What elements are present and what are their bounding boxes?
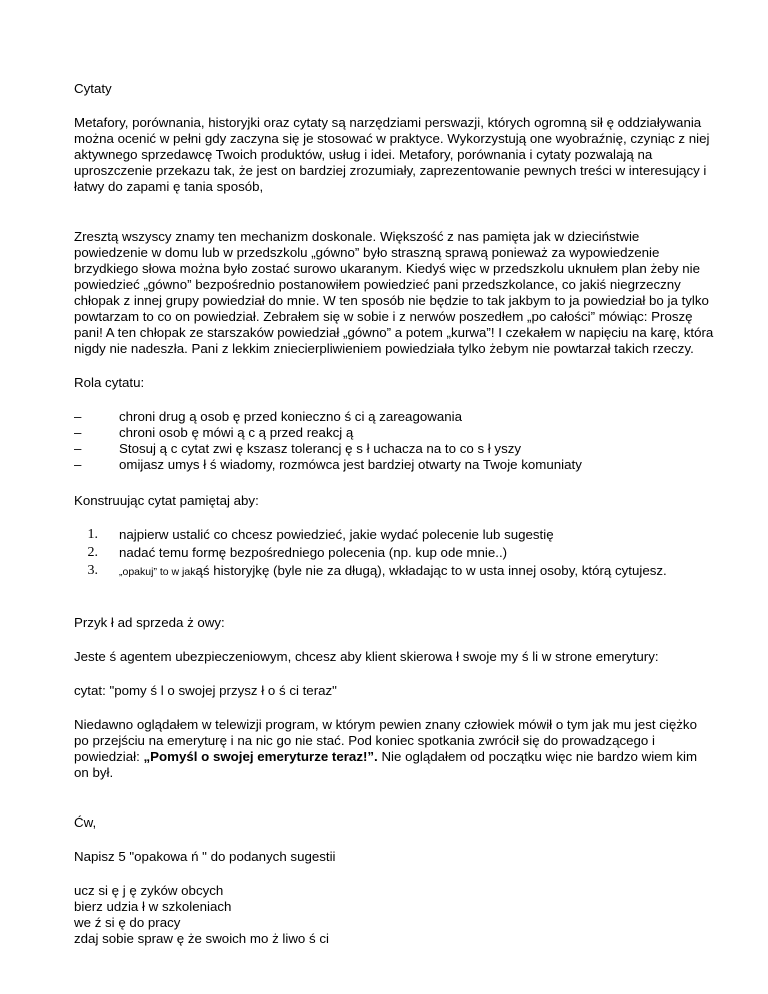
story-paragraph: Zresztą wszyscy znamy ten mechanizm doskonale. Większość z nas pamięta jak w dzieciństwie powiedzenie w domu lub w przedszkolu „gówno” było straszną sprawą ponieważ za wypowiedzenie brzydkiego słowa można było zostać surowo ukaranym. Kiedyś więc w przedszkolu uknułem plan żeby nie powiedzieć „gówno” bezpośrednio postanowiłem powiedzieć pani przedszkolance, co jakiś niegrzeczny chłopak z innej grupy powiedział do mnie. W ten sposób nie będzie to tak jakbym to ja powiedział bo ja tylko powtarzam to co on powiedział. Zebrałem się w sobie i z nerwów poszedłem „po całości” mówiąc: Proszę pani! A ten chłopak ze starszaków powiedział „gówno” a potem „kurwa”! I czekałem w napięciu na karę, która nigdy nie nadeszła. Pani z lekkim zniecierpliwieniem powiedziała tylko żebym nie powtarzał takich rzeczy. <box>74 229 714 356</box>
list-item: – chroni osob ę mówi ą c ą przed reakcj ą <box>74 425 354 440</box>
list-item: 1. najpierw ustalić co chcesz powiedzieć, jakie wydać polecenie lub sugestię <box>87 527 554 542</box>
list-item: zdaj sobie spraw ę że swoich mo ż liwo ś ci <box>74 931 329 946</box>
construct-list <box>74 527 714 580</box>
example-heading: Przyk ł ad sprzeda ż owy: <box>74 615 225 630</box>
document-title: Cytaty <box>74 81 112 96</box>
list-item: – chroni drug ą osob ę przed konieczno ś ci ą zareagowania <box>74 409 462 424</box>
document-page <box>74 81 714 947</box>
example-story: Niedawno oglądałem w telewizji program, w którym pewien znany człowiek mówił o tym jak mu jest ciężko po przejściu na emeryturę i na nic go nie stać. Pod koniec spotkania zwrócił się do prowadzącego i powiedział: „Pomyśl o swojej emeryturze teraz!”. Nie oglądałem od początku więc nie bardzo wiem kim on był. <box>74 717 698 780</box>
list-item: ucz si ę j ę zyków obcych <box>74 883 224 898</box>
exercise-list <box>74 883 714 947</box>
role-list <box>74 409 714 473</box>
dash-bullet: – <box>74 441 82 456</box>
list-item: 2. nadać temu formę bezpośredniego polecenia (np. kup ode mnie..) <box>87 545 508 560</box>
dash-bullet: – <box>74 457 82 472</box>
list-item: 3. „opakuj” to w jakąś historyjkę (byle nie za długą), wkładając to w usta innej osoby, którą cytujesz. <box>87 563 667 578</box>
exercise-task: Napisz 5 "opakowa ń " do podanych sugestii <box>74 849 336 864</box>
example-context: Jeste ś agentem ubezpieczeniowym, chcesz aby klient skierowa ł swoje my ś li w strone emerytury: <box>74 649 659 664</box>
list-item: bierz udzia ł w szkoleniach <box>74 899 232 914</box>
list-item: we ź si ę do pracy <box>74 915 181 930</box>
quote-emphasis: „Pomyśl o swojej emeryturze teraz!”. <box>143 749 378 764</box>
intro-paragraph: Metafory, porównania, historyjki oraz cytaty są narzędziami perswazji, których ogromną sił ę oddziaływania można ocenić w pełni gdy zaczyna się je stosować w praktyce. Wykorzystują one wyobraźnię, czyniąc z niej aktywnego sprzedawcę Twoich produktów, usług i idei. Metafory, porównania i cytaty pozwalają na uproszczenie przekazu tak, że jest on bardziej zrozumiały, zaprezentowanie pewnych treści w interesujący i łatwy do zapami ę tania sposób, <box>74 115 710 194</box>
construct-heading: Konstruując cytat pamiętaj aby: <box>74 493 259 508</box>
dash-bullet: – <box>74 409 82 424</box>
role-heading: Rola cytatu: <box>74 375 145 390</box>
list-item: – omijasz umys ł ś wiadomy, rozmówca jest bardziej otwarty na Twoje komuniaty <box>74 457 582 472</box>
example-quote: cytat: "pomy ś l o swojej przysz ł o ś ci teraz" <box>74 683 337 698</box>
exercise-heading: Ćw, <box>74 815 97 830</box>
list-item: – Stosuj ą c cytat zwi ę kszasz tolerancj ę s ł uchacza na to co s ł yszy <box>74 441 522 456</box>
dash-bullet: – <box>74 425 82 440</box>
